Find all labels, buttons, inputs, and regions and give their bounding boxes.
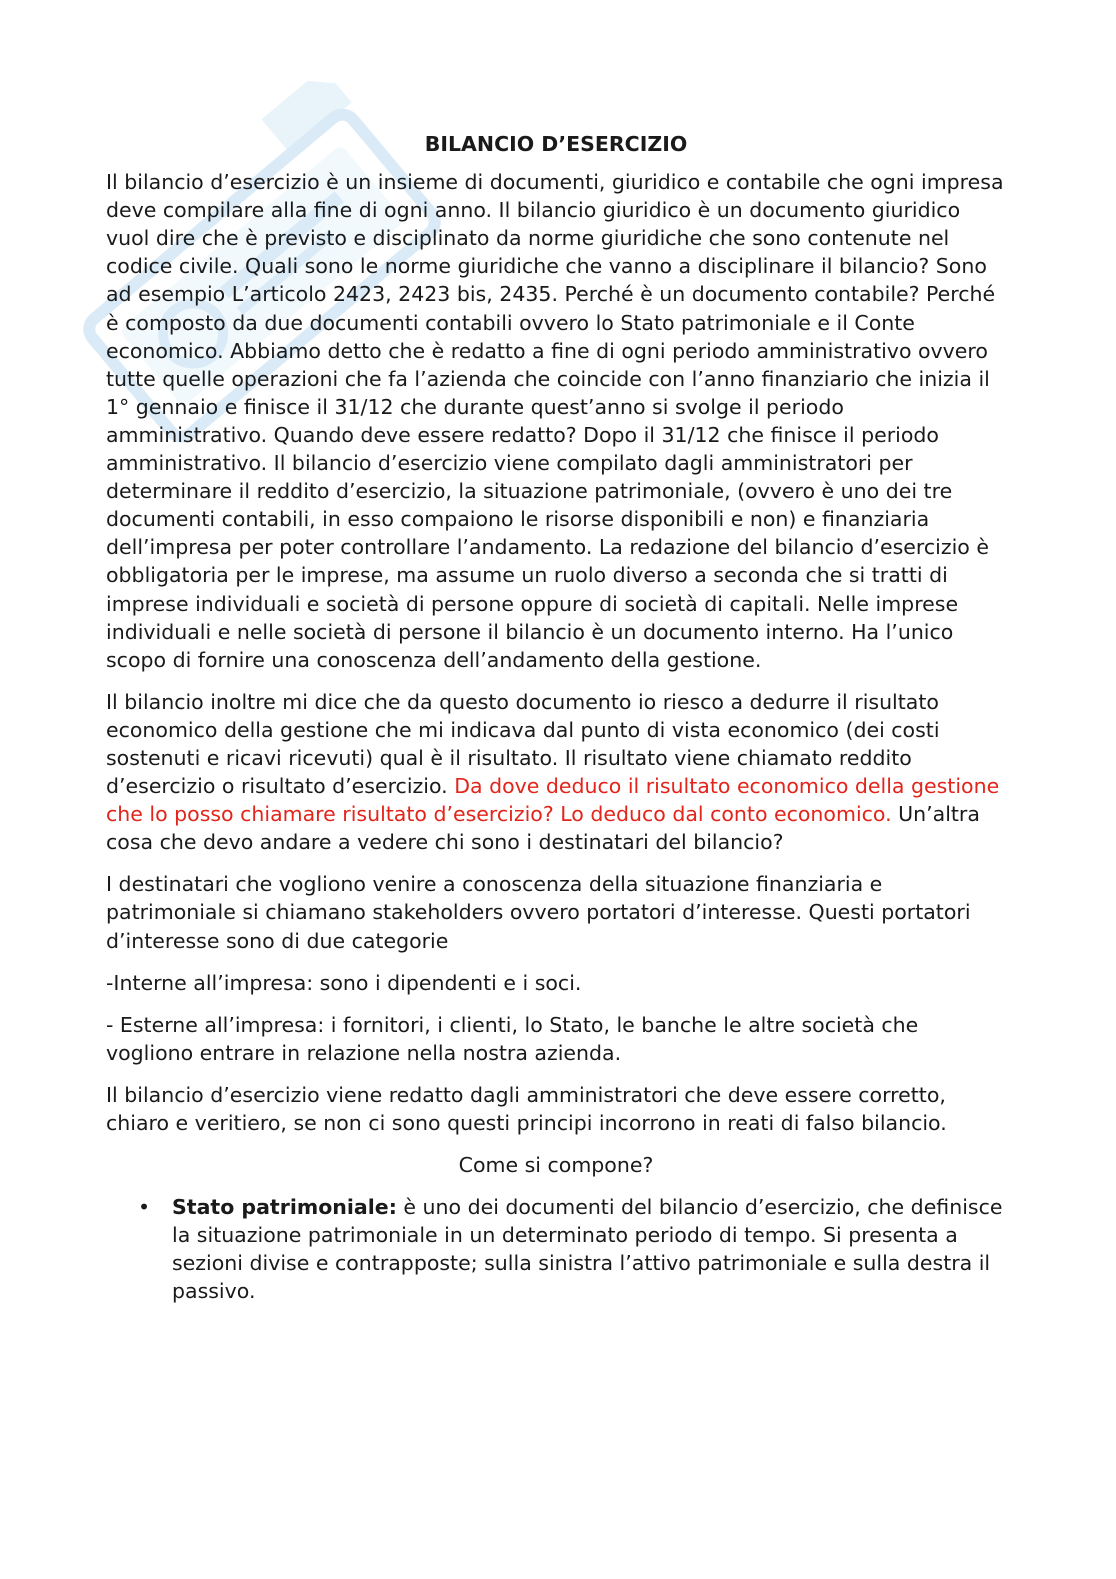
highlighted-text: Da dove deduco il risultato economico della gestione che lo posso chiamare risultato d’esercizio? Lo deduco dal conto economico.: [106, 774, 1000, 827]
paragraph-destinatari: I destinatari che vogliono venire a conoscenza della situazione finanziaria e patrimoniale si chiamano stakeholders ovvero portatori d’interesse. Questi portatori d’interesse sono di due categorie: [106, 872, 971, 953]
document-page: [106, 126, 1006, 1306]
list-item: [106, 1193, 1006, 1305]
paragraph-interne: -Interne all’impresa: sono i dipendenti e i soci.: [106, 970, 582, 995]
bullet-list: [106, 1193, 1006, 1305]
subheading: Come si compone?: [458, 1153, 654, 1178]
paragraph-esterne: - Esterne all’impresa: i fornitori, i clienti, lo Stato, le banche le altre società che vogliono entrare in relazione nella nostra azienda.: [106, 1012, 919, 1065]
paragraph-risultato: [106, 688, 1006, 857]
bullet-term: Stato patrimoniale:: [172, 1195, 397, 1220]
bullet-icon: •: [138, 1195, 151, 1220]
paragraph-risultato-end: Un’altra cosa che devo andare a vedere chi sono i destinatari del bilancio?: [106, 802, 980, 855]
paragraph-intro: Il bilancio d’esercizio è un insieme di documenti, giuridico e contabile che ogni impresa deve compilare alla fine di ogni anno. Il bilancio giuridico è un documento giuridico vuol dire che è previsto e disciplinato da norme giuridiche che sono contenute nel codice civile. Quali sono le norme giuridiche che vanno a disciplinare il bilancio? Sono ad esempio L’articolo 2423, 2423 bis, 2435. Perché è un documento contabile? Perché è composto da due documenti contabili ovvero lo Stato patrimoniale e il Conte economico. Abbiamo detto che è redatto a fine di ogni periodo amministrativo ovvero tutte quelle operazioni che fa l’azienda che coincide con l’anno finanziario che inizia il 1° gennaio e finisce il 31/12 che durante quest’anno si svolge il periodo amministrativo. Quando deve essere redatto? Dopo il 31/12 che finisce il periodo amministrativo. Il bilancio d’esercizio viene compilato dagli amministratori per determinare il reddito d’esercizio, la situazione patrimoniale, (ovvero è uno dei tre documenti contabili, in esso compaiono le risorse disponibili e non) e finanziaria dell’impresa per poter controllare l’andamento. La redazione del bilancio d’esercizio è obbligatoria per le imprese, ma assume un ruolo diverso a seconda che si tratti di imprese individuali e società di persone oppure di società di capitali. Nelle imprese individuali e nelle società di persone il bilancio è un documento interno. Ha l’unico scopo di fornire una conoscenza dell’andamento della gestione.: [106, 170, 1004, 672]
document-title: BILANCIO D’ESERCIZIO: [424, 132, 688, 156]
bullet-text: è uno dei documenti del bilancio d’esercizio, che definisce la situazione patrimoniale in un determinato periodo di tempo. Si presenta a sezioni divise e contrapposte; sulla sinistra l’attivo patrimoniale e sulla destra il passivo.: [172, 1195, 1003, 1304]
paragraph-amministratori: Il bilancio d’esercizio viene redatto dagli amministratori che deve essere corretto, chiaro e veritiero, se non ci sono questi principi incorrono in reati di falso bilancio.: [106, 1082, 947, 1135]
paragraph-risultato-start: Il bilancio inoltre mi dice che da questo documento io riesco a dedurre il risultato economico della gestione che mi indicava dal punto di vista economico (dei costi sostenuti e ricavi ricevuti) qual è il risultato. Il risultato viene chiamato reddito d’esercizio o risultato d’esercizio.: [106, 689, 940, 799]
